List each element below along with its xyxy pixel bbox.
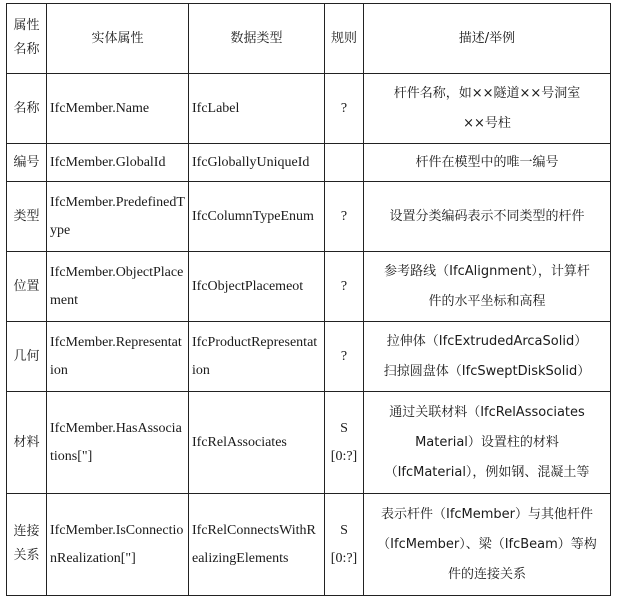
description-line: （IfcMember）、梁（IfcBeam）等构: [377, 536, 597, 552]
attr-name-text: 编号: [13, 154, 40, 170]
table-row: [7, 74, 611, 144]
entity-attr-cell: IfcMember.Name: [47, 74, 189, 144]
rule-cell: [325, 144, 364, 182]
table-header-row: [7, 4, 611, 74]
table-row: [7, 182, 611, 252]
description-cell: [364, 252, 611, 322]
attr-name-text: 位置: [13, 278, 40, 294]
rule-cell: ?: [325, 182, 364, 252]
attr-name-cell: [7, 494, 47, 596]
attr-name-cell: [7, 144, 47, 182]
attr-name-text: 关系: [13, 547, 40, 563]
header-attr-name-line: 属性: [13, 17, 40, 33]
header-description: 描述/举例: [364, 4, 611, 74]
description-cell: [364, 494, 611, 596]
data-type-cell: IfcObjectPlacemeot: [189, 252, 325, 322]
description-line: 设置分类编码表示不同类型的杆件: [389, 208, 585, 224]
attr-name-cell: [7, 322, 47, 392]
description-line: （IfcMaterial），例如钢、混凝土等: [384, 464, 590, 480]
rule-cell: ?: [325, 74, 364, 144]
rule-cell: S[0:?]: [325, 392, 364, 494]
entity-attr-cell: IfcMember.PredefinedType: [47, 182, 189, 252]
description-line: 表示杆件（IfcMember）与其他杆件: [380, 506, 594, 522]
description-line: 拉伸体（IfcExtrudedArcaSolid）: [386, 333, 588, 349]
table-row: [7, 252, 611, 322]
description-line: Material）设置柱的材料: [415, 434, 559, 450]
entity-attr-cell: IfcMember.IsConnectionRealization["]: [47, 494, 189, 596]
attribute-table: [6, 3, 611, 596]
header-rule: 规则: [325, 4, 364, 74]
entity-attr-cell: IfcMember.ObjectPlacement: [47, 252, 189, 322]
attr-name-text: 材料: [13, 434, 40, 450]
attr-name-cell: [7, 392, 47, 494]
description-cell: [364, 392, 611, 494]
attr-name-cell: [7, 182, 47, 252]
description-line: 通过关联材料（IfcRelAssociates: [389, 404, 585, 420]
attr-name-text: 类型: [13, 208, 40, 224]
data-type-cell: IfcRelAssociates: [189, 392, 325, 494]
rule-cell: S[0:?]: [325, 494, 364, 596]
attr-name-cell: [7, 74, 47, 144]
description-cell: [364, 182, 611, 252]
table-row: [7, 494, 611, 596]
description-line: 参考路线（IfcAlignment），计算杆: [384, 263, 590, 279]
header-data-type: 数据类型: [189, 4, 325, 74]
entity-attr-cell: IfcMember.HasAssociations["]: [47, 392, 189, 494]
table-row: [7, 144, 611, 182]
header-attr-name: [7, 4, 47, 74]
header-attr-name-line: 名称: [13, 41, 40, 57]
data-type-cell: IfcLabel: [189, 74, 325, 144]
description-cell: [364, 74, 611, 144]
description-line: ××号柱: [463, 115, 511, 131]
rule-cell: ?: [325, 252, 364, 322]
entity-attr-cell: IfcMember.GlobalId: [47, 144, 189, 182]
attr-name-cell: [7, 252, 47, 322]
description-line: 杆件在模型中的唯一编号: [415, 154, 559, 170]
description-line: 杆件名称，如××隧道××号洞室: [393, 85, 581, 101]
entity-attr-cell: IfcMember.Representation: [47, 322, 189, 392]
table-row: [7, 322, 611, 392]
description-cell: [364, 144, 611, 182]
table-row: [7, 392, 611, 494]
attr-name-text: 几何: [13, 348, 40, 364]
attr-name-text: 连接: [13, 523, 40, 539]
data-type-cell: IfcRelConnectsWithRealizingElements: [189, 494, 325, 596]
rule-cell: ?: [325, 322, 364, 392]
description-line: 扫掠圆盘体（IfcSweptDiskSolid）: [383, 363, 591, 379]
header-entity-attr: 实体属性: [47, 4, 189, 74]
description-line: 件的水平坐标和高程: [428, 293, 546, 309]
attr-name-text: 名称: [13, 100, 40, 116]
data-type-cell: IfcColumnTypeEnum: [189, 182, 325, 252]
description-line: 件的连接关系: [447, 566, 526, 582]
description-cell: [364, 322, 611, 392]
data-type-cell: IfcGloballyUniqueId: [189, 144, 325, 182]
data-type-cell: IfcProductRepresentation: [189, 322, 325, 392]
